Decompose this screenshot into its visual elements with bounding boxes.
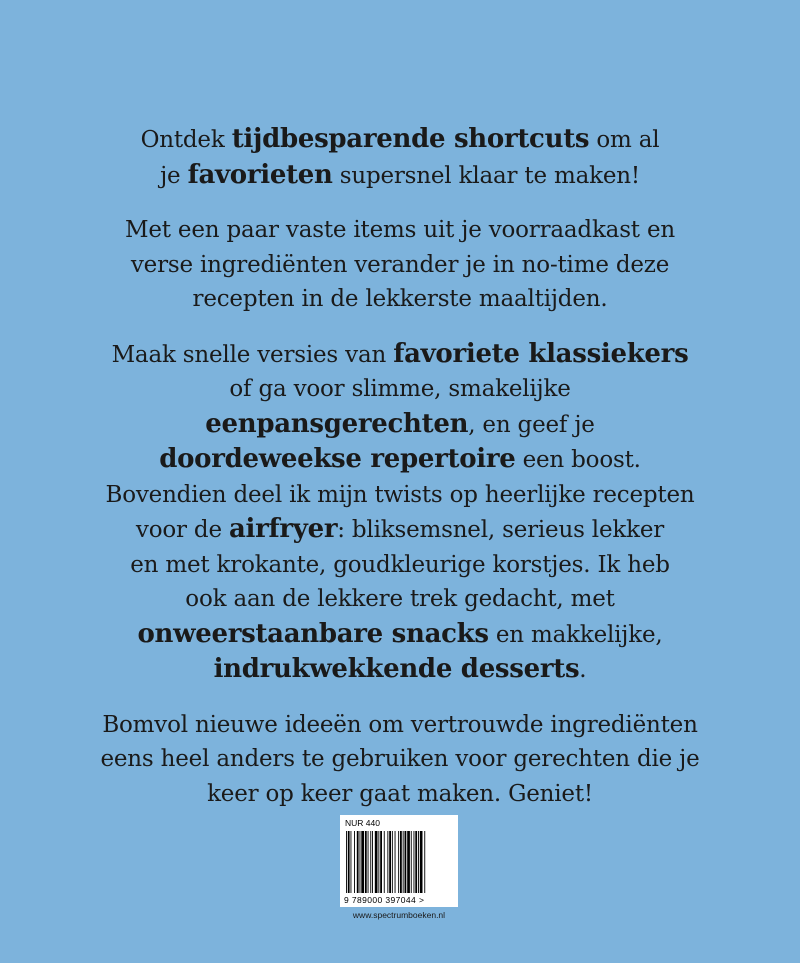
publisher-website: www.spectrumboeken.nl (352, 910, 446, 920)
intro-paragraph: Ontdek tijdbesparende shortcuts om al je favorieten supersnel klaar te maken! (140, 124, 660, 190)
barcode-bar (387, 831, 388, 893)
highlight-klassiekers: favoriete klassiekers (393, 338, 689, 369)
highlight-snacks: onweerstaanbare snacks (137, 618, 489, 649)
barcode-bar (360, 831, 361, 893)
barcode-bar (424, 831, 425, 893)
barcode-bar (411, 831, 412, 893)
barcode-bar (370, 831, 371, 893)
barcode-bars (344, 831, 454, 895)
highlight-shortcuts: tijdbesparende shortcuts (231, 124, 590, 154)
barcode-bar (384, 831, 385, 893)
barcode-bar (365, 831, 367, 893)
barcode-bar (380, 831, 382, 893)
isbn-number: 9 789000 397044 > (344, 895, 425, 905)
barcode-bar (414, 831, 415, 893)
barcode-bar (389, 831, 391, 893)
barcode-bar (418, 831, 419, 893)
barcode-bar (357, 831, 359, 893)
back-cover-blurb (40, 122, 760, 831)
features-paragraph: Maak snelle versies van favoriete klassiekers of ga voor slimme, smakelijke eenpansgerechten, en geef je doordeweekse repertoire een boost. Bovendien deel ik mijn twists op heerlijke recepten voor de airfryer: bliksemsnel, serieus lekker en met krokante, goudkleurige korstjes. Ik heb ook aan de lekkere trek gedacht, met onweerstaanbare snacks en makkelijke, indrukwekkende desserts. (105, 338, 695, 684)
closing-paragraph: Bomvol nieuwe ideeën om vertrouwde ingrediënten eens heel anders te gebruiken voor gerechten die je keer op keer gaat maken. Geniet! (100, 711, 700, 807)
isbn-barcode (340, 815, 458, 907)
barcode-bar (407, 831, 410, 893)
barcode-bar (398, 831, 399, 893)
barcode-bar (348, 831, 350, 893)
barcode-bar (372, 831, 373, 893)
barcode-bar (354, 831, 355, 893)
barcode-bar (375, 831, 378, 893)
barcode-bar (392, 831, 393, 893)
highlight-desserts: indrukwekkende desserts (213, 654, 580, 684)
highlight-repertoire: doordeweekse repertoire (159, 444, 516, 474)
barcode-bar (361, 831, 364, 893)
barcode-bar (346, 831, 347, 893)
barcode-bar (368, 831, 369, 893)
barcode-bar (415, 831, 417, 893)
barcode-bar (400, 831, 402, 893)
barcode-bar (403, 831, 404, 893)
barcode-bar (351, 831, 352, 893)
barcode-bar (420, 831, 423, 893)
pantry-paragraph: Met een paar vaste items uit je voorraadkast en verse ingrediënten verander je in no-time deze recepten in de lekkerste maaltijden. (125, 217, 675, 312)
highlight-eenpansgerechten: eenpansgerechten (205, 408, 469, 439)
highlight-airfryer: airfryer (228, 514, 338, 544)
barcode-bar (405, 831, 407, 893)
barcode-bar (395, 831, 396, 893)
barcode-bar (378, 831, 379, 893)
highlight-favorieten: favorieten (187, 159, 333, 190)
nur-code: NUR 440 (345, 818, 380, 828)
